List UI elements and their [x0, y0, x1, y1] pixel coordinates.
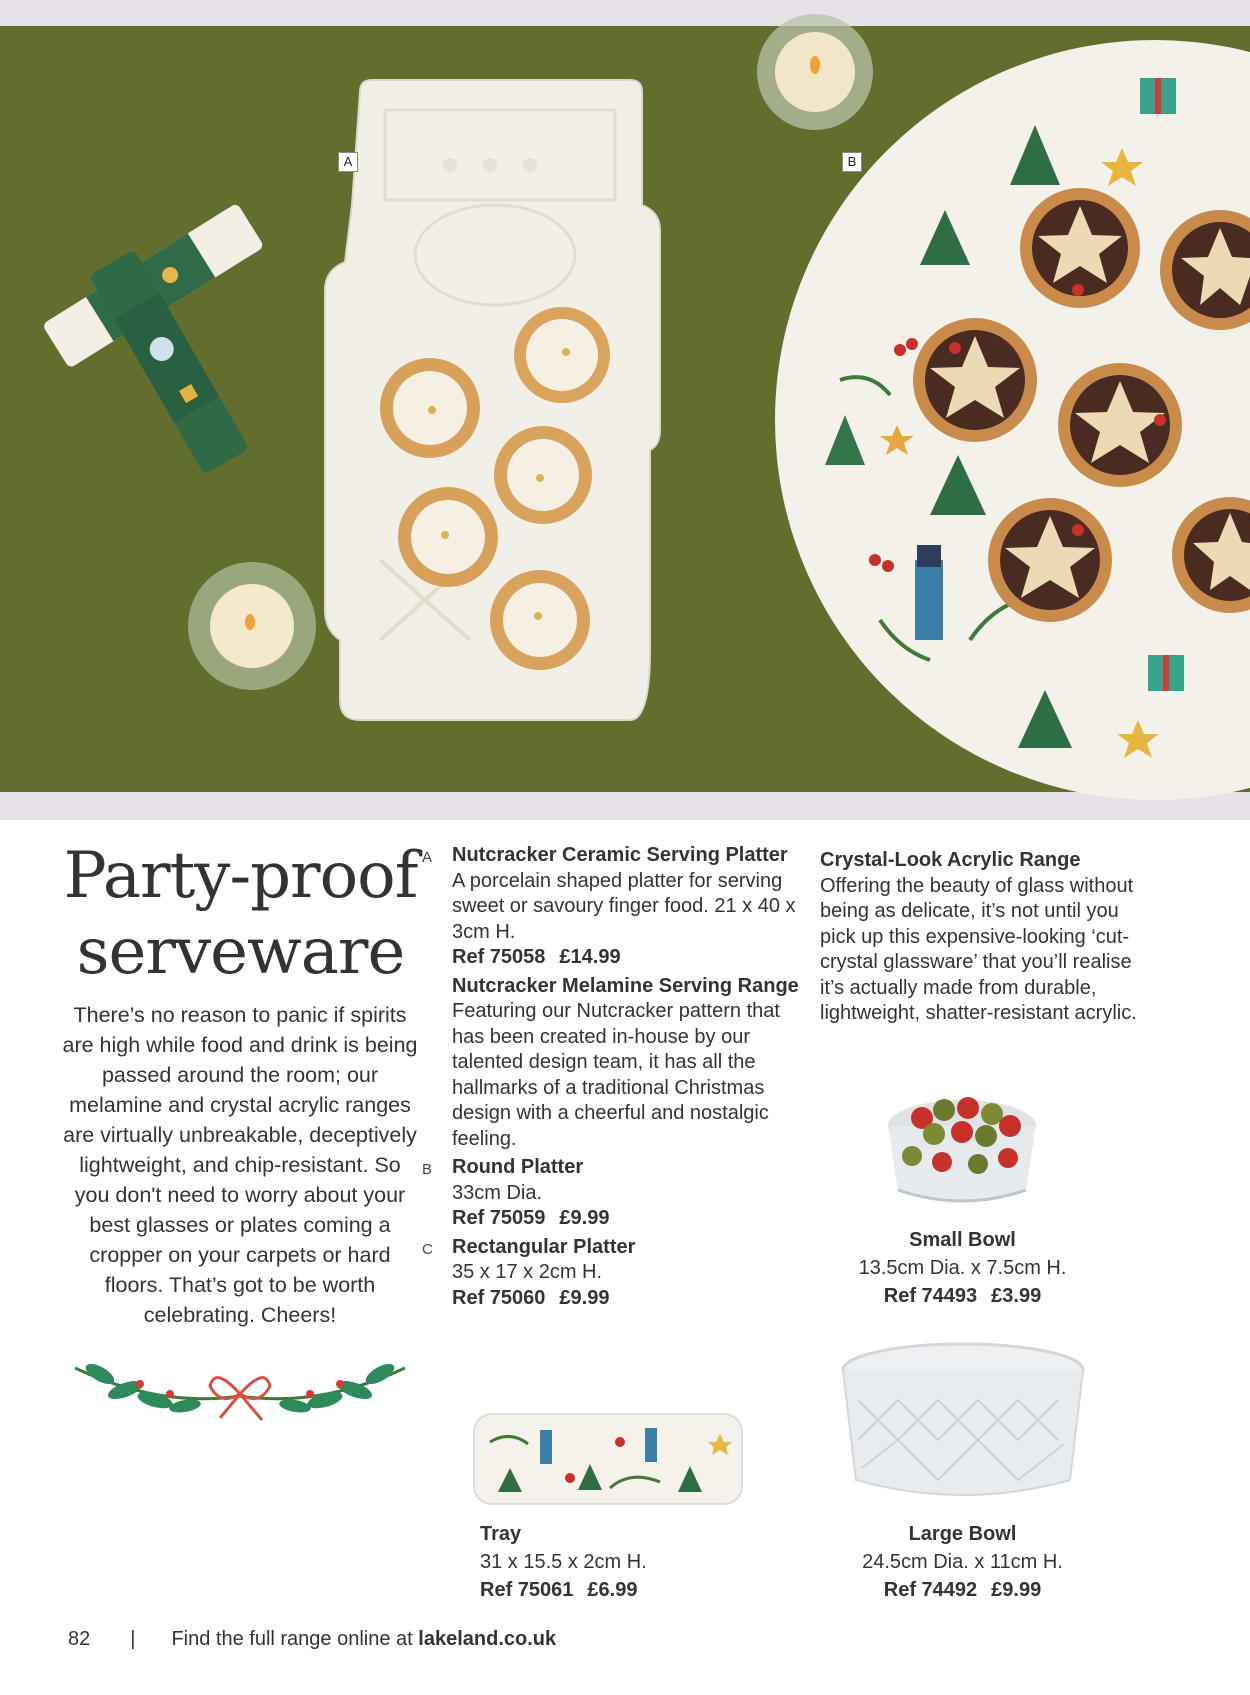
product-letter: B: [422, 1161, 433, 1178]
product-round-platter: [422, 1155, 802, 1232]
product-ref-price: [452, 1206, 802, 1232]
product-name: Tray: [480, 1523, 522, 1545]
product-column-right: [820, 848, 1150, 1030]
product-description: 13.5cm Dia. x 7.5cm H.: [858, 1257, 1067, 1279]
tray-product-image: [470, 1408, 746, 1512]
product-price: £9.99: [991, 1579, 1042, 1601]
tartlet: [398, 487, 498, 587]
mince-pie: [1020, 188, 1140, 308]
product-ref: Ref 74492: [883, 1579, 978, 1601]
page-number: 82: [68, 1628, 91, 1650]
nutcracker-platter: [325, 80, 660, 720]
product-price: £9.99: [559, 1207, 610, 1229]
holly-garland-illustration: [70, 1348, 410, 1424]
product-small-bowl: [840, 1226, 1085, 1310]
product-description: 35 x 17 x 2cm H.: [452, 1261, 603, 1283]
product-name: Crystal-Look Acrylic Range: [820, 849, 1081, 871]
product-name: Nutcracker Melamine Serving Range: [452, 974, 799, 997]
product-ref: Ref 74493: [883, 1285, 978, 1307]
photo-label-a: A: [338, 152, 358, 172]
product-rect-platter: [422, 1235, 802, 1312]
product-letter: A: [422, 849, 433, 866]
product-name: Large Bowl: [908, 1523, 1017, 1545]
product-name: Rectangular Platter: [452, 1235, 636, 1258]
large-bowl-product-image: [838, 1340, 1088, 1508]
tealight-candle-top: [757, 14, 873, 130]
product-name: Small Bowl: [909, 1229, 1016, 1251]
product-description: 24.5cm Dia. x 11cm H.: [862, 1551, 1063, 1573]
headline-line-2: serveware: [76, 915, 405, 989]
product-name: Round Platter: [452, 1156, 584, 1178]
mince-pie: [913, 318, 1037, 442]
page-footer: [68, 1628, 556, 1651]
product-letter: C: [422, 1240, 433, 1258]
product-nutcracker-platter: [422, 843, 802, 971]
product-description: A porcelain shaped platter for serving sweet or savoury finger food. 21 x 40 x 3cm H.: [452, 869, 796, 943]
photo-label-b: B: [842, 152, 862, 172]
product-description: 31 x 15.5 x 2cm H.: [480, 1551, 647, 1573]
product-description: Featuring our Nutcracker pattern that has been created in-house by our talented design team, it has all the hallmarks of a traditional Christmas design with a cheerful and nostalgic feeling.: [452, 1000, 780, 1150]
footer-text: Find the full range online at: [171, 1628, 413, 1650]
product-ref-price: [452, 945, 802, 971]
intro-paragraph: There’s no reason to panic if spirits are high while food and drink is being passed around the room; our melamine and crystal acrylic ranges are virtually unbreakable, deceptively lightweight, and chip-resistant. So you don't need to worry about your best glasses or plates coming a cropper on your carpets or hard floors. That’s got to be worth celebrating. Cheers!: [62, 1003, 418, 1327]
product-crystal-range: [820, 848, 1150, 1027]
product-column-middle: [422, 843, 802, 1314]
product-ref: Ref 75058: [452, 946, 546, 968]
product-ref: Ref 75061: [480, 1579, 574, 1601]
product-price: £9.99: [559, 1286, 610, 1309]
mince-pie: [1058, 363, 1182, 487]
product-ref: Ref 75060: [452, 1286, 546, 1309]
product-melamine-range: [452, 974, 802, 1153]
product-ref-price: [452, 1286, 802, 1312]
hero-photo: [0, 0, 1250, 820]
tartlet: [380, 358, 480, 458]
mince-pie: [988, 498, 1112, 622]
product-ref-price: [840, 1282, 1085, 1310]
headline-line-1: Party-proof: [63, 839, 418, 913]
tartlet: [514, 307, 610, 403]
product-description: 33cm Dia.: [452, 1181, 543, 1204]
website-link[interactable]: lakeland.co.uk: [418, 1628, 557, 1650]
product-price: £3.99: [991, 1285, 1042, 1307]
footer-separator: |: [130, 1628, 136, 1650]
tartlet: [490, 570, 590, 670]
product-ref-price: [480, 1576, 740, 1604]
product-name: Nutcracker Ceramic Serving Platter: [452, 844, 788, 866]
product-price: £14.99: [559, 946, 621, 968]
product-ref-price: [840, 1576, 1085, 1604]
page-headline: [58, 838, 423, 990]
product-large-bowl: [840, 1520, 1085, 1604]
tealight-candle-bottom: [188, 562, 316, 690]
product-ref: Ref 75059: [452, 1207, 546, 1229]
product-description: Offering the beauty of glass without being as delicate, it’s not until you pick up this expensive-looking ‘cut-crystal glassware’ that you’ll realise it’s actually made from durable, lightweight, shatter-resistant acrylic.: [820, 874, 1137, 1024]
small-bowl-product-image: [882, 1078, 1042, 1214]
tartlet: [494, 426, 592, 524]
product-price: £6.99: [587, 1579, 638, 1601]
product-tray: [480, 1520, 740, 1604]
